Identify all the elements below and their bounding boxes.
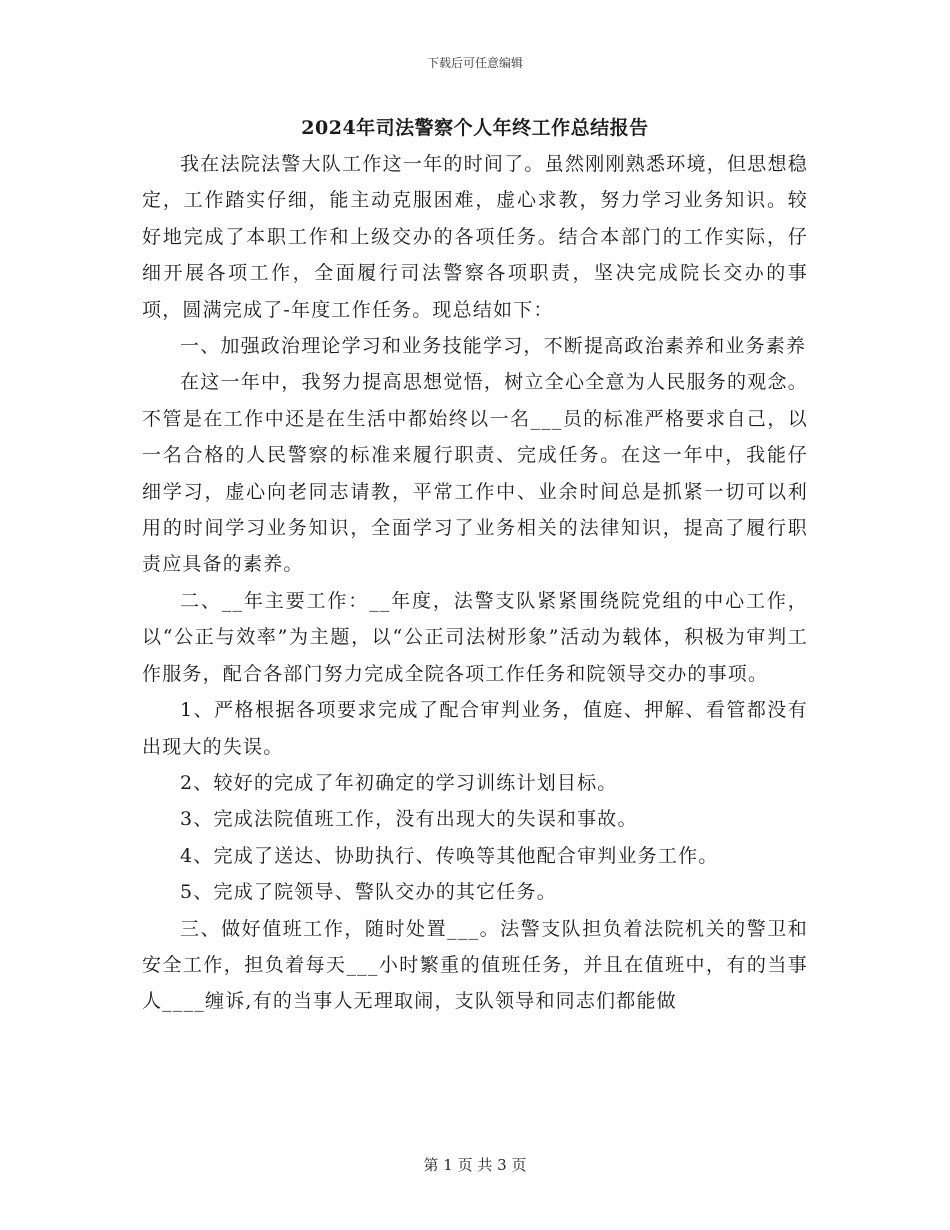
list-item-1: 1、严格根据各项要求完成了配合审判业务，值庭、押解、看管都没有出现大的失误。 — [142, 699, 808, 758]
paragraph-section-2-heading: 二、__年主要工作：__年度，法警支队紧紧围绕院党组的中心工作，以“公正与效率”为主题，以“公正司法树形象”活动为载体，积极为审判工作服务，配合各部门努力完成全院各项工作任务和院领导交办的事项。 — [142, 589, 808, 685]
header-note: 下载后可任意编辑 — [426, 56, 523, 70]
paragraph-section-1-heading: 一、加强政治理论学习和业务技能学习，不断提高政治素养和业务素养 — [180, 335, 807, 358]
list-item-4: 4、完成了送达、协助执行、传唤等其他配合审判业务工作。 — [180, 844, 719, 867]
paragraph-section-1-body: 在这一年中，我努力提高思想觉悟，树立全心全意为人民服务的观念。不管是在工作中还是在生活中都始终以一名___员的标准严格要求自己，以一名合格的人民警察的标准来履行职责、完成任务。在这一年中，我能仔细学习，虚心向老同志请教，平常工作中、业余时间总是抓紧一切可以利用的时间学习业务知识，全面学习了业务相关的法律知识，提高了履行职责应具备的素养。 — [142, 371, 808, 576]
document-body — [142, 146, 808, 1020]
paragraph-section-3: 三、做好值班工作，随时处置___。法警支队担负着法院机关的警卫和安全工作，担负着每天___小时繁重的值班任务，并且在值班中，有的当事人____缠诉,有的当事人无理取闹，支队领导和同志们都能做 — [142, 917, 808, 1013]
paragraph-intro: 我在法院法警大队工作这一年的时间了。虽然刚刚熟悉环境，但思想稳定，工作踏实仔细，能主动克服困难，虚心求教，努力学习业务知识。较好地完成了本职工作和上级交办的各项任务。结合本部门的工作实际，仔细开展各项工作，全面履行司法警察各项职责，坚决完成院长交办的事项，圆满完成了-年度工作任务。现总结如下： — [142, 153, 808, 321]
list-item-2: 2、较好的完成了年初确定的学习训练计划目标。 — [180, 771, 618, 794]
page-number: 第 1 页 共 3 页 — [423, 1156, 527, 1174]
list-item-5: 5、完成了院领导、警队交办的其它任务。 — [180, 881, 557, 904]
list-item-3: 3、完成法院值班工作，没有出现大的失误和事故。 — [180, 808, 638, 831]
document-title: 2024年司法警察个人年终工作总结报告 — [301, 117, 649, 139]
